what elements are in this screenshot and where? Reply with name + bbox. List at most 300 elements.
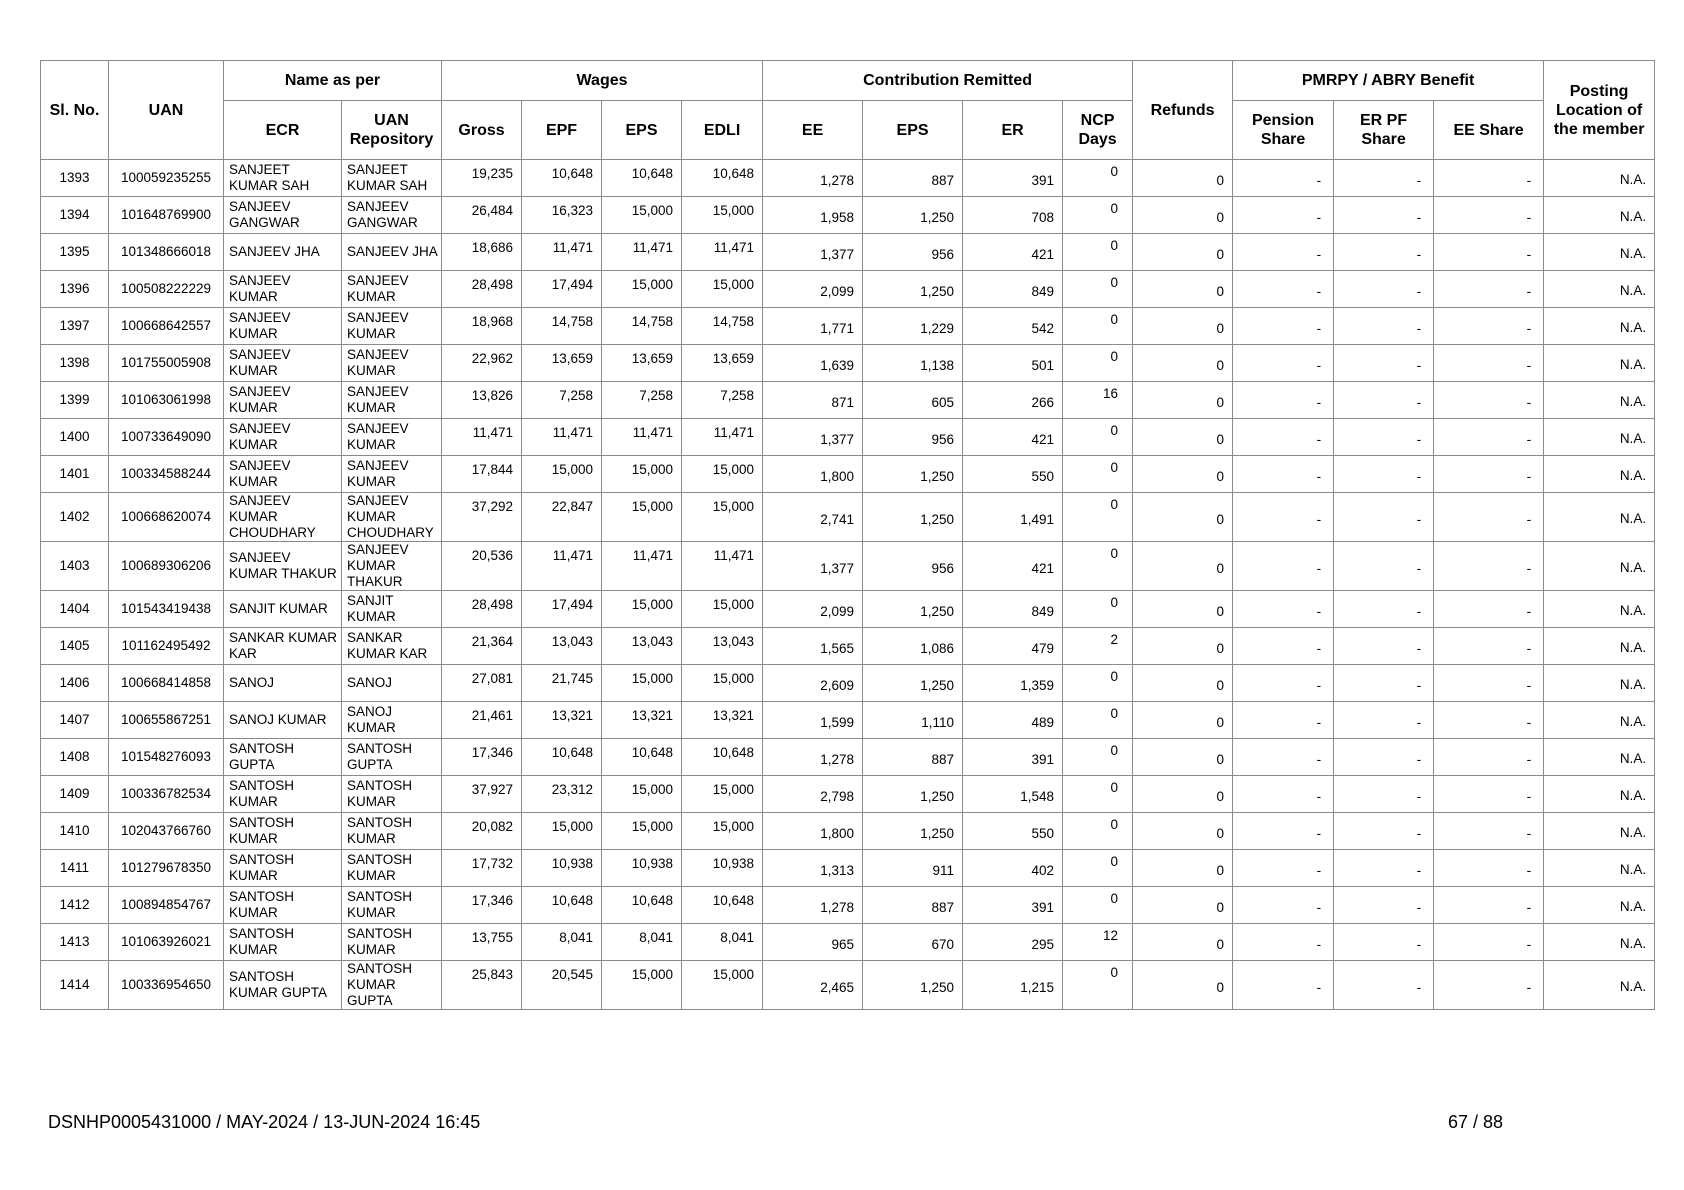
er-cell: 402 [963,850,1063,887]
er-cell: 295 [963,924,1063,961]
header-er-pf-share: ER PF Share [1334,101,1434,160]
ee-cell: 2,798 [763,776,863,813]
pension-share-cell: - [1233,665,1334,702]
er-cell: 479 [963,628,1063,665]
header-er: ER [963,101,1063,160]
table-row [41,160,1655,197]
repository-name-cell: SANJEEV KUMAR [342,345,442,382]
uan-cell: 100894854767 [109,887,224,924]
uan-cell: 102043766760 [109,813,224,850]
epf-cell: 7,258 [522,382,602,419]
refunds-cell: 0 [1133,308,1233,345]
refunds-cell: 0 [1133,924,1233,961]
ncp-days-cell: 0 [1063,234,1133,271]
ee-cell: 1,278 [763,160,863,197]
ee-share-cell: - [1434,702,1544,739]
refunds-cell: 0 [1133,961,1233,1010]
eps-wages-cell: 15,000 [602,813,682,850]
header-gross: Gross [442,101,522,160]
ncp-days-cell: 0 [1063,739,1133,776]
table-row [41,197,1655,234]
ee-share-cell: - [1434,665,1544,702]
refunds-cell: 0 [1133,493,1233,542]
ncp-days-cell: 0 [1063,456,1133,493]
pension-share-cell: - [1233,739,1334,776]
posting-location-cell: N.A. [1544,493,1655,542]
table-row [41,776,1655,813]
sl-no-cell: 1410 [41,813,109,850]
uan-cell: 100733649090 [109,419,224,456]
eps-contribution-cell: 1,250 [863,271,963,308]
ecr-name-cell: SANJEEV GANGWAR [224,197,342,234]
header-wages: Wages [442,61,763,101]
eps-wages-cell: 15,000 [602,961,682,1010]
table-row [41,961,1655,1010]
ecr-contribution-table [40,60,1655,1010]
eps-wages-cell: 11,471 [602,419,682,456]
document-reference: DSNHP0005431000 / MAY-2024 / 13-JUN-2024 16:45 [48,1112,481,1132]
header-epf: EPF [522,101,602,160]
uan-cell: 100336782534 [109,776,224,813]
ncp-days-cell: 0 [1063,197,1133,234]
eps-contribution-cell: 887 [863,739,963,776]
edli-cell: 10,938 [682,850,763,887]
er-pf-share-cell: - [1334,419,1434,456]
ecr-name-cell: SANJEEV KUMAR CHOUDHARY [224,493,342,542]
er-cell: 391 [963,739,1063,776]
ecr-name-cell: SANJEEV KUMAR [224,419,342,456]
eps-contribution-cell: 887 [863,160,963,197]
uan-cell: 101648769900 [109,197,224,234]
ee-share-cell: - [1434,160,1544,197]
er-pf-share-cell: - [1334,542,1434,591]
eps-wages-cell: 10,648 [602,739,682,776]
refunds-cell: 0 [1133,850,1233,887]
er-pf-share-cell: - [1334,924,1434,961]
posting-location-cell: N.A. [1544,456,1655,493]
table-row [41,382,1655,419]
ncp-days-cell: 0 [1063,887,1133,924]
ee-share-cell: - [1434,197,1544,234]
refunds-cell: 0 [1133,702,1233,739]
gross-cell: 13,826 [442,382,522,419]
er-cell: 421 [963,542,1063,591]
epf-cell: 8,041 [522,924,602,961]
ecr-name-cell: SANTOSH KUMAR [224,924,342,961]
er-cell: 501 [963,345,1063,382]
ee-cell: 871 [763,382,863,419]
epf-cell: 20,545 [522,961,602,1010]
ecr-name-cell: SANJEEV KUMAR [224,345,342,382]
er-pf-share-cell: - [1334,308,1434,345]
eps-contribution-cell: 956 [863,234,963,271]
eps-wages-cell: 13,659 [602,345,682,382]
uan-cell: 101543419438 [109,591,224,628]
ee-share-cell: - [1434,924,1544,961]
refunds-cell: 0 [1133,419,1233,456]
pension-share-cell: - [1233,961,1334,1010]
ee-share-cell: - [1434,813,1544,850]
refunds-cell: 0 [1133,271,1233,308]
ee-share-cell: - [1434,776,1544,813]
refunds-cell: 0 [1133,887,1233,924]
gross-cell: 37,927 [442,776,522,813]
gross-cell: 20,536 [442,542,522,591]
refunds-cell: 0 [1133,739,1233,776]
refunds-cell: 0 [1133,813,1233,850]
posting-location-cell: N.A. [1544,345,1655,382]
gross-cell: 18,686 [442,234,522,271]
epf-cell: 10,648 [522,739,602,776]
uan-cell: 100668642557 [109,308,224,345]
edli-cell: 15,000 [682,961,763,1010]
sl-no-cell: 1403 [41,542,109,591]
posting-location-cell: N.A. [1544,887,1655,924]
ecr-name-cell: SANJEEV KUMAR [224,456,342,493]
table-body [41,160,1655,1010]
posting-location-cell: N.A. [1544,419,1655,456]
table-row [41,739,1655,776]
table-row [41,308,1655,345]
repository-name-cell: SANJEEV KUMAR [342,456,442,493]
ee-cell: 1,639 [763,345,863,382]
ee-share-cell: - [1434,271,1544,308]
ee-share-cell: - [1434,628,1544,665]
uan-cell: 101162495492 [109,628,224,665]
edli-cell: 13,659 [682,345,763,382]
ecr-name-cell: SANOJ [224,665,342,702]
posting-location-cell: N.A. [1544,160,1655,197]
sl-no-cell: 1407 [41,702,109,739]
edli-cell: 10,648 [682,739,763,776]
table-row [41,345,1655,382]
posting-location-cell: N.A. [1544,628,1655,665]
uan-cell: 101063061998 [109,382,224,419]
er-pf-share-cell: - [1334,271,1434,308]
er-cell: 550 [963,813,1063,850]
refunds-cell: 0 [1133,197,1233,234]
ncp-days-cell: 0 [1063,702,1133,739]
er-cell: 708 [963,197,1063,234]
ee-cell: 1,800 [763,456,863,493]
ee-cell: 1,278 [763,887,863,924]
header-refunds: Refunds [1133,61,1233,160]
table-row [41,628,1655,665]
repository-name-cell: SANJEET KUMAR SAH [342,160,442,197]
ncp-days-cell: 16 [1063,382,1133,419]
er-pf-share-cell: - [1334,850,1434,887]
ee-cell: 1,278 [763,739,863,776]
ecr-name-cell: SANJEEV KUMAR [224,308,342,345]
eps-contribution-cell: 911 [863,850,963,887]
ee-share-cell: - [1434,542,1544,591]
table-row [41,665,1655,702]
ee-share-cell: - [1434,591,1544,628]
ncp-days-cell: 0 [1063,493,1133,542]
repository-name-cell: SANOJ [342,665,442,702]
table-row [41,542,1655,591]
er-pf-share-cell: - [1334,702,1434,739]
ecr-name-cell: SANTOSH KUMAR [224,813,342,850]
gross-cell: 27,081 [442,665,522,702]
edli-cell: 15,000 [682,197,763,234]
gross-cell: 17,346 [442,887,522,924]
gross-cell: 26,484 [442,197,522,234]
ee-cell: 1,599 [763,702,863,739]
ee-cell: 1,771 [763,308,863,345]
gross-cell: 37,292 [442,493,522,542]
edli-cell: 11,471 [682,234,763,271]
pension-share-cell: - [1233,591,1334,628]
pension-share-cell: - [1233,776,1334,813]
header-eps-contribution: EPS [863,101,963,160]
uan-cell: 100668414858 [109,665,224,702]
eps-contribution-cell: 1,250 [863,591,963,628]
repository-name-cell: SANKAR KUMAR KAR [342,628,442,665]
sl-no-cell: 1398 [41,345,109,382]
epf-cell: 11,471 [522,542,602,591]
ecr-name-cell: SANJEET KUMAR SAH [224,160,342,197]
er-pf-share-cell: - [1334,345,1434,382]
ee-cell: 2,099 [763,591,863,628]
ee-share-cell: - [1434,308,1544,345]
sl-no-cell: 1412 [41,887,109,924]
repository-name-cell: SANTOSH KUMAR GUPTA [342,961,442,1010]
epf-cell: 21,745 [522,665,602,702]
er-cell: 849 [963,271,1063,308]
header-sl-no: Sl. No. [41,61,109,160]
gross-cell: 13,755 [442,924,522,961]
posting-location-cell: N.A. [1544,702,1655,739]
header-edli: EDLI [682,101,763,160]
pension-share-cell: - [1233,813,1334,850]
pension-share-cell: - [1233,542,1334,591]
ee-share-cell: - [1434,493,1544,542]
posting-location-cell: N.A. [1544,924,1655,961]
ncp-days-cell: 12 [1063,924,1133,961]
edli-cell: 14,758 [682,308,763,345]
sl-no-cell: 1396 [41,271,109,308]
ee-cell: 2,099 [763,271,863,308]
ee-share-cell: - [1434,961,1544,1010]
repository-name-cell: SANJEEV JHA [342,234,442,271]
er-cell: 1,548 [963,776,1063,813]
ee-cell: 1,958 [763,197,863,234]
repository-name-cell: SANJEEV KUMAR [342,271,442,308]
pension-share-cell: - [1233,702,1334,739]
eps-wages-cell: 15,000 [602,456,682,493]
er-pf-share-cell: - [1334,234,1434,271]
edli-cell: 7,258 [682,382,763,419]
er-cell: 391 [963,887,1063,924]
er-pf-share-cell: - [1334,665,1434,702]
posting-location-cell: N.A. [1544,591,1655,628]
ncp-days-cell: 0 [1063,345,1133,382]
repository-name-cell: SANJEEV KUMAR [342,308,442,345]
er-cell: 421 [963,234,1063,271]
er-pf-share-cell: - [1334,493,1434,542]
table-row [41,591,1655,628]
posting-location-cell: N.A. [1544,308,1655,345]
refunds-cell: 0 [1133,456,1233,493]
ncp-days-cell: 0 [1063,776,1133,813]
repository-name-cell: SANJEEV KUMAR [342,382,442,419]
er-pf-share-cell: - [1334,628,1434,665]
epf-cell: 10,938 [522,850,602,887]
epf-cell: 11,471 [522,419,602,456]
ee-cell: 1,565 [763,628,863,665]
pension-share-cell: - [1233,197,1334,234]
gross-cell: 11,471 [442,419,522,456]
header-ecr: ECR [224,101,342,160]
er-cell: 1,359 [963,665,1063,702]
edli-cell: 10,648 [682,887,763,924]
table-row [41,813,1655,850]
header-posting-location: Posting Location of the member [1544,61,1655,160]
eps-wages-cell: 15,000 [602,197,682,234]
ncp-days-cell: 0 [1063,813,1133,850]
ee-share-cell: - [1434,456,1544,493]
eps-wages-cell: 13,043 [602,628,682,665]
edli-cell: 15,000 [682,776,763,813]
sl-no-cell: 1409 [41,776,109,813]
gross-cell: 17,346 [442,739,522,776]
header-ee: EE [763,101,863,160]
uan-cell: 101548276093 [109,739,224,776]
table-row [41,234,1655,271]
edli-cell: 15,000 [682,493,763,542]
pension-share-cell: - [1233,271,1334,308]
epf-cell: 17,494 [522,271,602,308]
repository-name-cell: SANTOSH KUMAR [342,887,442,924]
pension-share-cell: - [1233,345,1334,382]
eps-contribution-cell: 1,250 [863,197,963,234]
pension-share-cell: - [1233,160,1334,197]
sl-no-cell: 1411 [41,850,109,887]
sl-no-cell: 1401 [41,456,109,493]
er-cell: 550 [963,456,1063,493]
epf-cell: 10,648 [522,887,602,924]
refunds-cell: 0 [1133,160,1233,197]
table-row [41,419,1655,456]
header-eps: EPS [602,101,682,160]
eps-wages-cell: 15,000 [602,665,682,702]
table-row [41,493,1655,542]
posting-location-cell: N.A. [1544,197,1655,234]
ncp-days-cell: 0 [1063,850,1133,887]
ecr-name-cell: SANTOSH KUMAR [224,776,342,813]
edli-cell: 11,471 [682,419,763,456]
pension-share-cell: - [1233,308,1334,345]
eps-wages-cell: 11,471 [602,542,682,591]
ee-share-cell: - [1434,234,1544,271]
ecr-name-cell: SANTOSH KUMAR [224,850,342,887]
ncp-days-cell: 0 [1063,271,1133,308]
epf-cell: 15,000 [522,813,602,850]
ncp-days-cell: 0 [1063,665,1133,702]
eps-contribution-cell: 670 [863,924,963,961]
posting-location-cell: N.A. [1544,813,1655,850]
repository-name-cell: SANJIT KUMAR [342,591,442,628]
header-uan: UAN [109,61,224,160]
ncp-days-cell: 0 [1063,961,1133,1010]
ee-cell: 2,609 [763,665,863,702]
eps-wages-cell: 7,258 [602,382,682,419]
eps-contribution-cell: 1,110 [863,702,963,739]
eps-contribution-cell: 1,250 [863,961,963,1010]
sl-no-cell: 1395 [41,234,109,271]
er-cell: 542 [963,308,1063,345]
sl-no-cell: 1408 [41,739,109,776]
gross-cell: 21,364 [442,628,522,665]
eps-wages-cell: 11,471 [602,234,682,271]
eps-wages-cell: 10,648 [602,160,682,197]
repository-name-cell: SANTOSH KUMAR [342,776,442,813]
epf-cell: 14,758 [522,308,602,345]
edli-cell: 15,000 [682,591,763,628]
pension-share-cell: - [1233,234,1334,271]
ncp-days-cell: 0 [1063,542,1133,591]
epf-cell: 13,659 [522,345,602,382]
sl-no-cell: 1393 [41,160,109,197]
refunds-cell: 0 [1133,628,1233,665]
posting-location-cell: N.A. [1544,382,1655,419]
pension-share-cell: - [1233,456,1334,493]
ee-cell: 1,800 [763,813,863,850]
header-pmrpy-abry: PMRPY / ABRY Benefit [1233,61,1544,101]
eps-wages-cell: 15,000 [602,776,682,813]
refunds-cell: 0 [1133,776,1233,813]
epf-cell: 23,312 [522,776,602,813]
epf-cell: 16,323 [522,197,602,234]
er-pf-share-cell: - [1334,197,1434,234]
refunds-cell: 0 [1133,345,1233,382]
sl-no-cell: 1394 [41,197,109,234]
er-pf-share-cell: - [1334,456,1434,493]
er-pf-share-cell: - [1334,382,1434,419]
eps-contribution-cell: 1,229 [863,308,963,345]
ee-cell: 1,377 [763,234,863,271]
eps-contribution-cell: 1,250 [863,665,963,702]
gross-cell: 17,844 [442,456,522,493]
repository-name-cell: SANJEEV KUMAR CHOUDHARY [342,493,442,542]
epf-cell: 17,494 [522,591,602,628]
er-pf-share-cell: - [1334,813,1434,850]
sl-no-cell: 1404 [41,591,109,628]
ecr-name-cell: SANTOSH KUMAR GUPTA [224,961,342,1010]
edli-cell: 15,000 [682,665,763,702]
uan-cell: 101755005908 [109,345,224,382]
gross-cell: 18,968 [442,308,522,345]
ecr-name-cell: SANJIT KUMAR [224,591,342,628]
eps-wages-cell: 10,938 [602,850,682,887]
edli-cell: 15,000 [682,813,763,850]
pension-share-cell: - [1233,887,1334,924]
er-pf-share-cell: - [1334,776,1434,813]
uan-cell: 100336954650 [109,961,224,1010]
ecr-name-cell: SANJEEV JHA [224,234,342,271]
ecr-name-cell: SANTOSH KUMAR [224,887,342,924]
epf-cell: 10,648 [522,160,602,197]
edli-cell: 10,648 [682,160,763,197]
header-pension-share: Pension Share [1233,101,1334,160]
eps-contribution-cell: 887 [863,887,963,924]
eps-contribution-cell: 1,138 [863,345,963,382]
gross-cell: 28,498 [442,271,522,308]
gross-cell: 22,962 [442,345,522,382]
eps-contribution-cell: 1,250 [863,456,963,493]
table-header [41,61,1655,160]
